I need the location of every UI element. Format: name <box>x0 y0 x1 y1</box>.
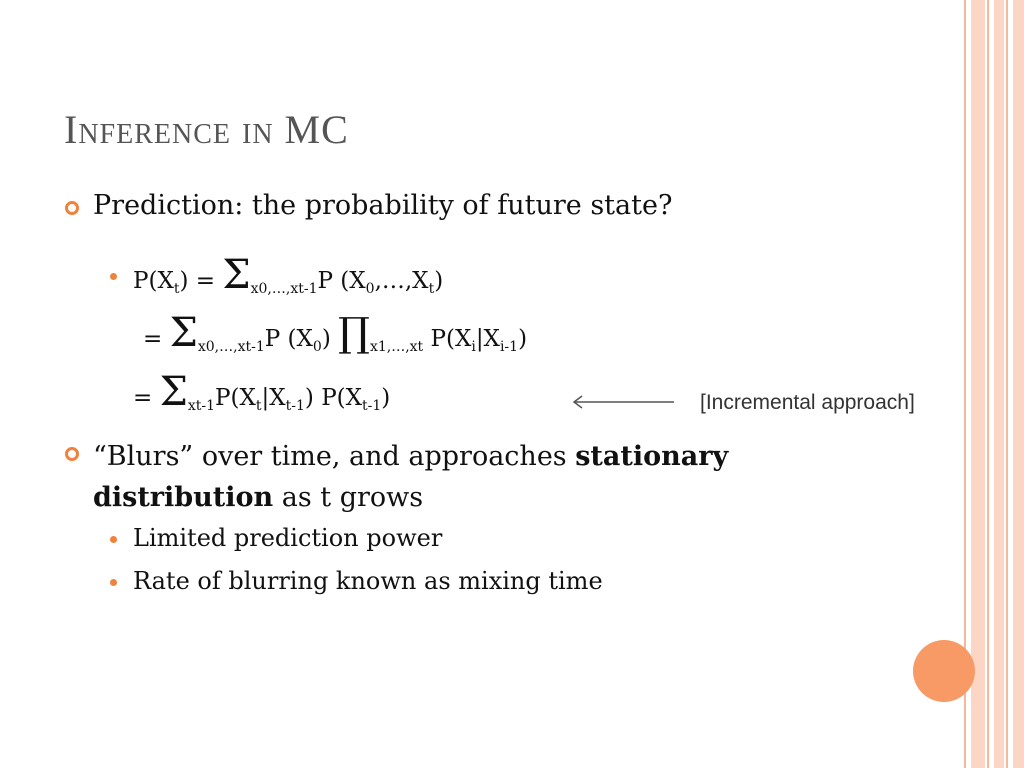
slide-title: Inference in MC <box>64 107 349 152</box>
arrow-left-icon <box>570 392 680 412</box>
bullet-blurs-bold: stationary distribution <box>93 441 729 513</box>
equation-line-2: = $\Sigma_{x0,\dots,xt-1}P$ $(X_0)$ $\prod_{x1,\dots,xt}$ $P(X_i|X_{i-1})$ <box>143 310 528 356</box>
bullet-dot-icon <box>110 273 117 280</box>
bullet-blurs-tail: as t grows <box>273 482 424 513</box>
incremental-approach-note: [Incremental approach] <box>700 391 915 414</box>
bullet-blurs-plain: “Blurs” over time, and approaches <box>93 441 576 472</box>
bullet-blurs <box>93 436 853 518</box>
decorative-circle <box>913 640 975 702</box>
bullet-ring-icon <box>65 201 79 215</box>
decorative-stripes <box>964 0 1024 768</box>
equation-line-1: $P(X_t) = \Sigma_{x0,\dots,xt-1}P$ $(X_0,\dots,X_t)$ <box>133 252 444 298</box>
bullet-dot-icon <box>110 579 117 586</box>
equation-line-3: = $\Sigma_{xt-1}P(X_t|X_{t-1})$ $P(X_{t-1})$ <box>133 369 391 415</box>
bullet-ring-icon <box>65 447 79 461</box>
bullet-dot-icon <box>110 536 117 543</box>
bullet-prediction: Prediction: the probability of future state? <box>93 190 673 221</box>
sub-bullet-mixing: Rate of blurring known as mixing time <box>133 567 603 595</box>
sub-bullet-limited: Limited prediction power <box>133 524 443 552</box>
